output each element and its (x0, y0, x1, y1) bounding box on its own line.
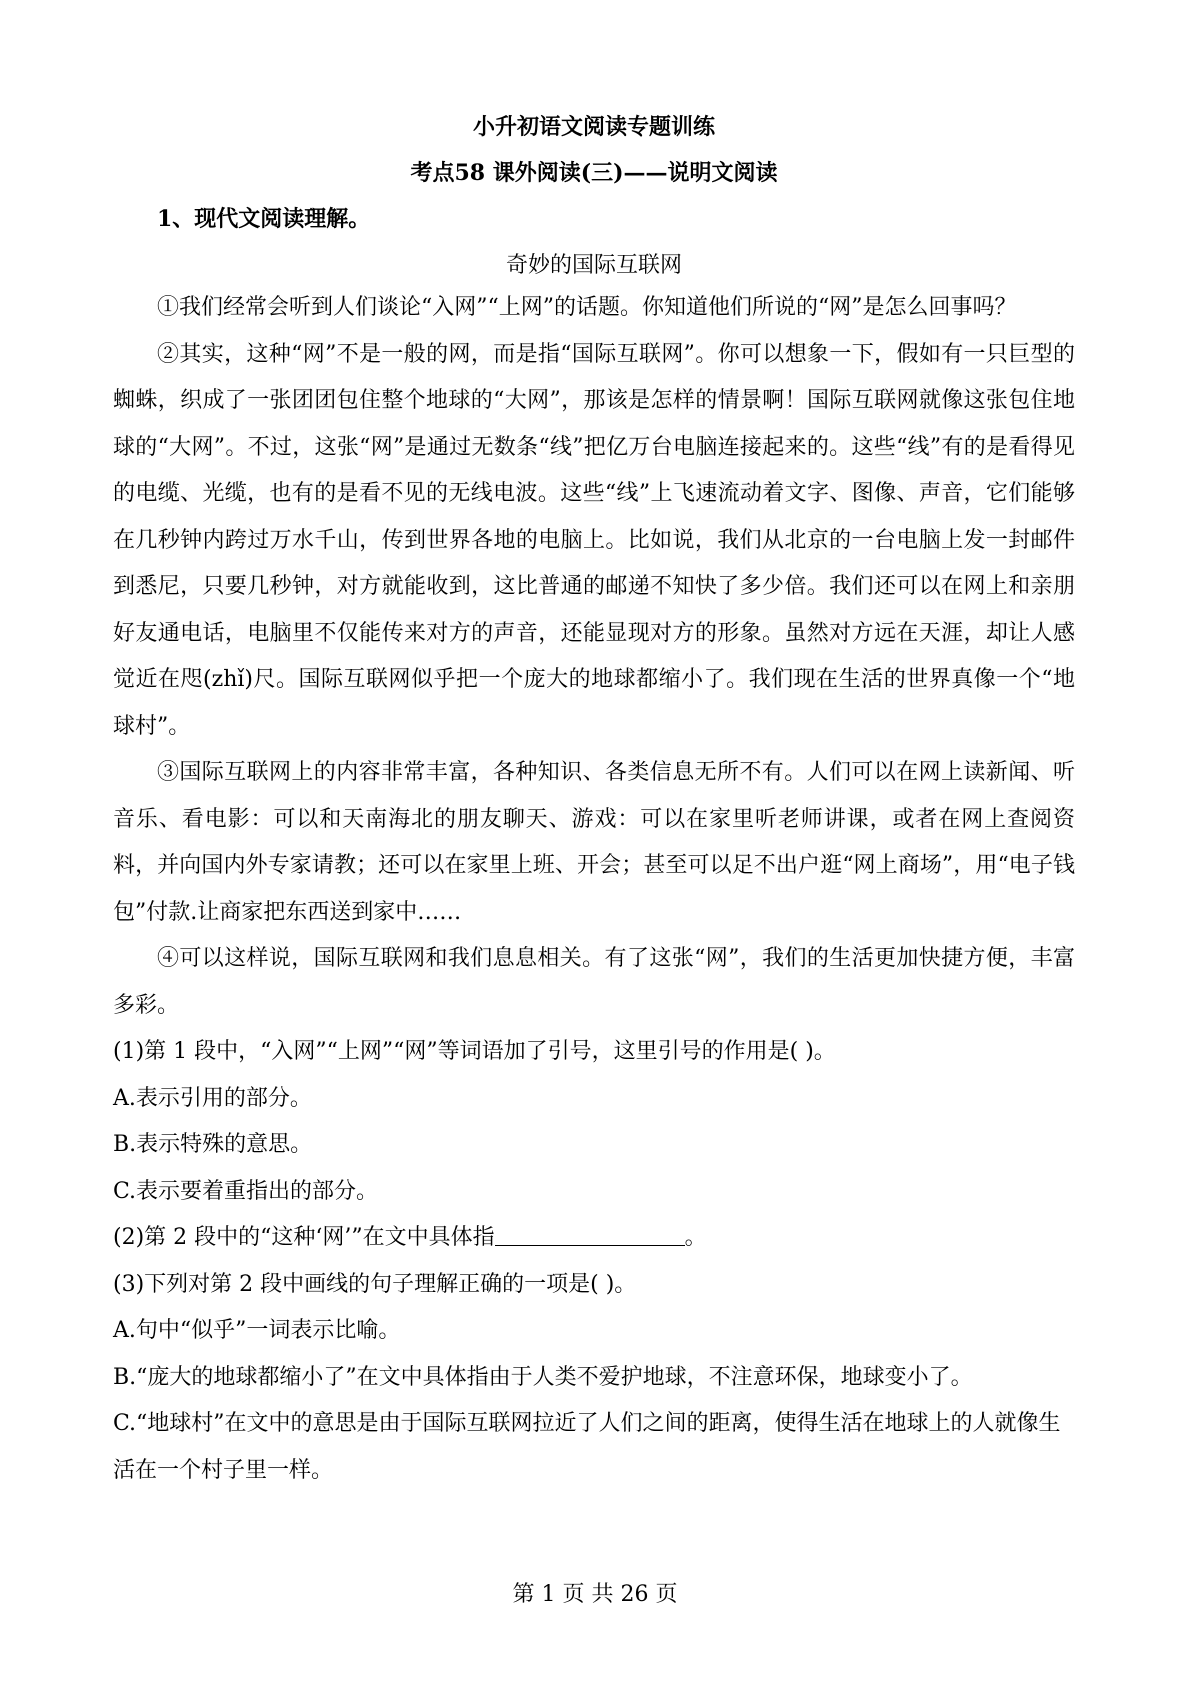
question-1: (1)第 1 段中，“入网”“上网”“网”等词语加了引号，这里引号的作用是( )。 (113, 1039, 836, 1064)
footer-total-pages: 26 (620, 1582, 649, 1607)
question-3-option-a: A.句中“似乎”一词表示比喻。 (113, 1318, 401, 1343)
paragraph-4: ④可以这样说，国际互联网和我们息息相关。有了这张“网”，我们的生活更加快捷方便，丰富多彩。 (113, 946, 1075, 1018)
question-2 (113, 1215, 1075, 1262)
question-3-option-c: C.“地球村”在文中的意思是由于国际互联网拉近了人们之间的距离，使得生活在地球上的人就像生活在一个村子里一样。 (113, 1411, 1061, 1483)
answer-blank[interactable] (495, 1223, 685, 1246)
article-title: 奇妙的国际互联网 (505, 253, 682, 278)
page-footer (0, 1580, 1190, 1610)
paragraph-3: ③国际互联网上的内容非常丰富，各种知识、各类信息无所不有。人们可以在网上读新闻、听音乐、看电影：可以和天南海北的朋友聊天、游戏：可以在家里听老师讲课，或者在网上查阅资料，并向国内外专家请教；还可以在家里上班、开会；甚至可以足不出户逛“网上商场”，用“电子钱包”付款.让商家把东西送到家中…… (113, 760, 1075, 925)
footer-label-1: 第 (512, 1582, 535, 1607)
question-3: (3)下列对第 2 段中画线的句子理解正确的一项是( )。 (113, 1271, 637, 1297)
paragraph-1: ①我们经常会听到人们谈论“入网”“上网”的话题。你知道他们所说的“网”是怎么回事吗？ (157, 295, 1017, 320)
question-3-option-b: B.“庞大的地球都缩小了”在文中具体指由于人类不爱护地球，不注意环保，地球变小了。 (113, 1364, 973, 1390)
section-heading: 1、现代文阅读理解。 (157, 206, 371, 232)
document-subtitle: 考点58 课外阅读(三)——说明文阅读 (410, 160, 778, 186)
question-2-end: 。 (684, 1225, 707, 1250)
paragraph-2: ②其实，这种“网”不是一般的网，而是指“国际互联网”。你可以想象一下，假如有一只巨型的蜘蛛，织成了一张团团包住整个地球的“大网”，那该是怎样的情景啊！国际互联网就像这张包住地球的“大网”。不过，这张“网”是通过无数条“线”把亿万台电脑连接起来的。这些“线”有的是看得见的电缆、光缆，也有的是看不见的无线电波。这些“线”上飞速流动着文字、图像、声音，它们能够在几秒钟内跨过万水千山，传到世界各地的电脑上。比如说，我们从北京的一台电脑上发一封邮件到悉尼，只要几秒钟，对方就能收到，这比普通的邮递不知快了多少倍。我们还可以在网上和亲朋好友通电话，电脑里不仅能传来对方的声音，还能显现对方的形象。虽然对方远在天涯，却让人感觉近在咫(zhǐ)尺。国际互联网似乎把一个庞大的地球都缩小了。我们现在生活的世界真像一个“地球村”。 (113, 341, 1075, 739)
document-content (113, 112, 1075, 1494)
question-1-option-a: A.表示引用的部分。 (113, 1085, 312, 1111)
footer-total-label: 共 (591, 1582, 614, 1607)
question-1-option-c: C.表示要着重指出的部分。 (113, 1178, 379, 1204)
question-2-text: (2)第 2 段中的“这种‘网’”在文中具体指 (113, 1225, 495, 1250)
footer-page-number: 1 (541, 1582, 556, 1607)
footer-label-2: 页 (562, 1582, 585, 1607)
question-1-option-b: B.表示特殊的意思。 (113, 1132, 313, 1157)
document-title: 小升初语文阅读专题训练 (472, 114, 715, 140)
footer-label-3: 页 (655, 1582, 678, 1607)
